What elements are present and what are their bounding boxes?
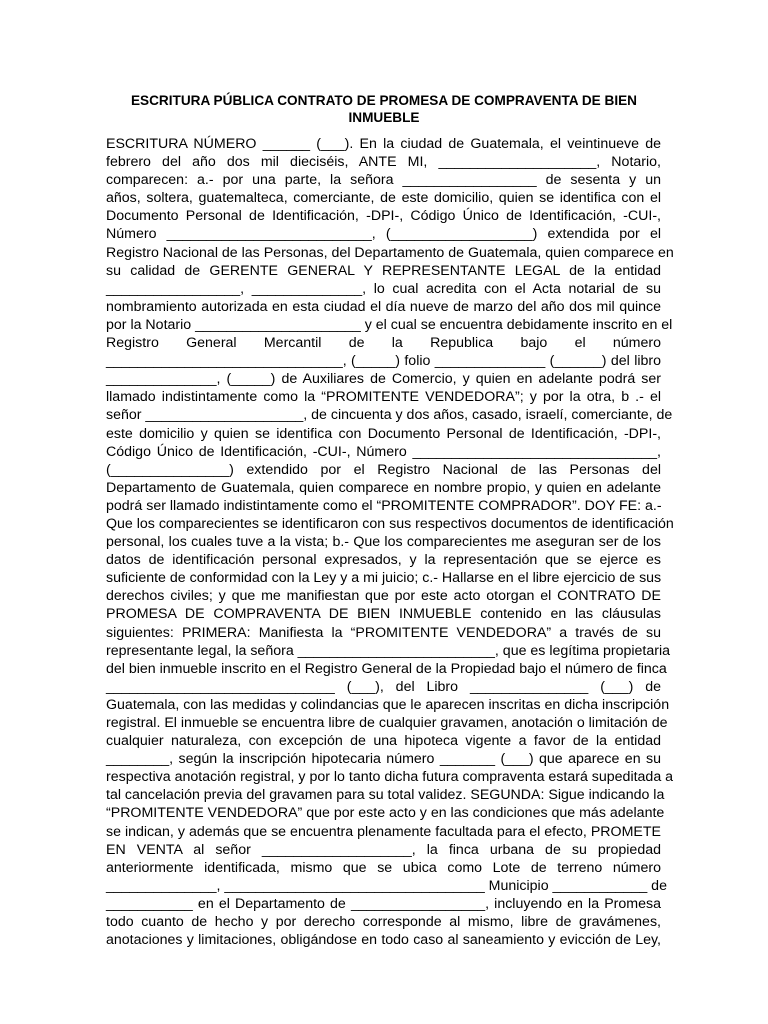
body-line: su calidad de GERENTE GENERAL Y REPRESENTANTE LEGAL de la entidad <box>106 262 661 279</box>
body-line: este domicilio y quien se identifica con Documento Personal de Identificación, -DPI-, <box>106 425 661 442</box>
body-line: representante legal, la señora _________________________, que es legítima propietaria <box>106 642 670 659</box>
body-line: nombramiento autorizada en esta ciudad el día nueve de marzo del año dos mil quince <box>106 298 661 315</box>
body-line: ______________, _________________________________ Municipio ____________ de <box>106 877 667 894</box>
body-line: _____________________________ (___), del Libro _______________ (___) de <box>106 678 661 695</box>
title-line: ESCRITURA PÚBLICA CONTRATO DE PROMESA DE COMPRAVENTA DE BIEN <box>130 93 637 108</box>
body-line: Guatemala, con las medidas y colindancias que le aparecen inscritas en dicha inscripción <box>106 696 670 713</box>
body-line: ______________________________, (_____) folio ______________ (______) del libro <box>106 353 661 370</box>
body-line: EN VENTA al señor ___________________, la finca urbana de su propiedad <box>106 841 661 858</box>
body-line: ___________ en el Departamento de _________________, incluyendo en la Promesa <box>106 895 661 912</box>
body-line: podrá ser llamado indistintamente como el “PROMITENTE COMPRADOR”. DOY FE: a.- <box>106 497 662 514</box>
document-body <box>106 135 674 949</box>
body-line: anotaciones y limitaciones, obligándose en todo caso al saneamiento y evicción de Ley, <box>106 932 661 949</box>
body-line: Que los comparecientes se identificaron con sus respectivos documentos de identificación <box>106 515 674 532</box>
body-line: _________________, ______________, lo cual acredita con el Acta notarial de su <box>106 280 661 297</box>
body-line: Departamento de Guatemala, quien comparece en nombre propio, y quien en adelante <box>106 479 661 496</box>
body-line: Número __________________________, (__________________) extendida por el <box>106 226 661 243</box>
body-line: comparecen: a.- por una parte, la señora _________________ de sesenta y un <box>106 172 661 189</box>
body-line: “PROMITENTE VENDEDORA” que por este acto y en las condiciones que más adelante <box>106 805 665 822</box>
body-line: personal, los cuales tuve a la vista; b.- Que los comparecientes me aseguran ser de los <box>106 534 661 551</box>
body-line: siguientes: PRIMERA: Manifiesta la “PROMITENTE VENDEDORA” a través de su <box>106 624 661 641</box>
body-line: derechos civiles; y que me manifiestan que por este acto otorgan el CONTRATO DE <box>106 588 661 605</box>
body-line: Registro Nacional de las Personas, del Departamento de Guatemala, quien comparece en <box>106 244 674 261</box>
body-line: se indican, y además que se encuentra plenamente facultada para el efecto, PROMETE <box>106 823 661 840</box>
body-line: PROMESA DE COMPRAVENTA DE BIEN INMUEBLE contenido en las cláusulas <box>106 606 661 623</box>
body-line: cualquier naturaleza, con excepción de una hipoteca vigente a favor de la entidad <box>106 733 661 750</box>
body-line: registral. El inmueble se encuentra libre de cualquier gravamen, anotación o limitación de <box>106 715 668 731</box>
body-line: anteriormente identificada, mismo que se ubica como Lote de terreno número <box>106 859 661 876</box>
body-line: datos de identificación personal expresados, y la representación que se ejerce es <box>106 552 661 569</box>
body-line: Registro General Mercantil de la Republica bajo el número <box>106 335 661 352</box>
body-line: tal cancelación previa del gravamen para su total validez. SEGUNDA: Sigue indicando la <box>106 787 665 804</box>
body-line: ESCRITURA NÚMERO ______ (___). En la ciudad de Guatemala, el veintinueve de <box>106 136 661 152</box>
body-line: llamado indistintamente como la “PROMITENTE VENDEDORA”; y por la otra, b .- el <box>106 389 661 406</box>
body-line: señor ____________________, de cincuenta y dos años, casado, israelí, comerciante, de <box>106 407 673 424</box>
title-line: INMUEBLE <box>348 110 420 125</box>
body-line: por la Notario _____________________ y el cual se encuentra debidamente inscrito en el <box>106 316 673 333</box>
document-title <box>104 92 664 126</box>
body-line: del bien inmueble inscrito en el Registro General de la Propiedad bajo el número de finca <box>106 660 667 677</box>
body-line: Código Único de Identificación, -CUI-, Número _______________________________, <box>106 443 661 460</box>
body-line: (_______________) extendido por el Registro Nacional de las Personas del <box>106 461 661 478</box>
body-line: suficiente de conformidad con la Ley y a mi juicio; c.- Hallarse en el libre ejercicio de sus <box>106 570 662 587</box>
body-line: todo cuanto de hecho y por derecho corresponde al mismo, libre de gravámenes, <box>106 914 661 931</box>
body-line: febrero del año dos mil dieciséis, ANTE MI, ____________________, Notario, <box>106 154 661 171</box>
body-line: ________, según la inscripción hipotecaria número _______ (___) que aparece en su <box>106 751 661 768</box>
body-line: años, soltera, guatemalteca, comerciante, de este domicilio, quien se identifica con el <box>106 190 661 207</box>
body-line: respectiva anotación registral, y por lo tanto dicha futura compraventa estará supeditada a <box>106 769 674 786</box>
body-line: Documento Personal de Identificación, -DPI-, Código Único de Identificación, -CUI-, <box>106 208 661 225</box>
body-line: ______________, (_____) de Auxiliares de Comercio, y quien en adelante podrá ser <box>106 371 661 388</box>
